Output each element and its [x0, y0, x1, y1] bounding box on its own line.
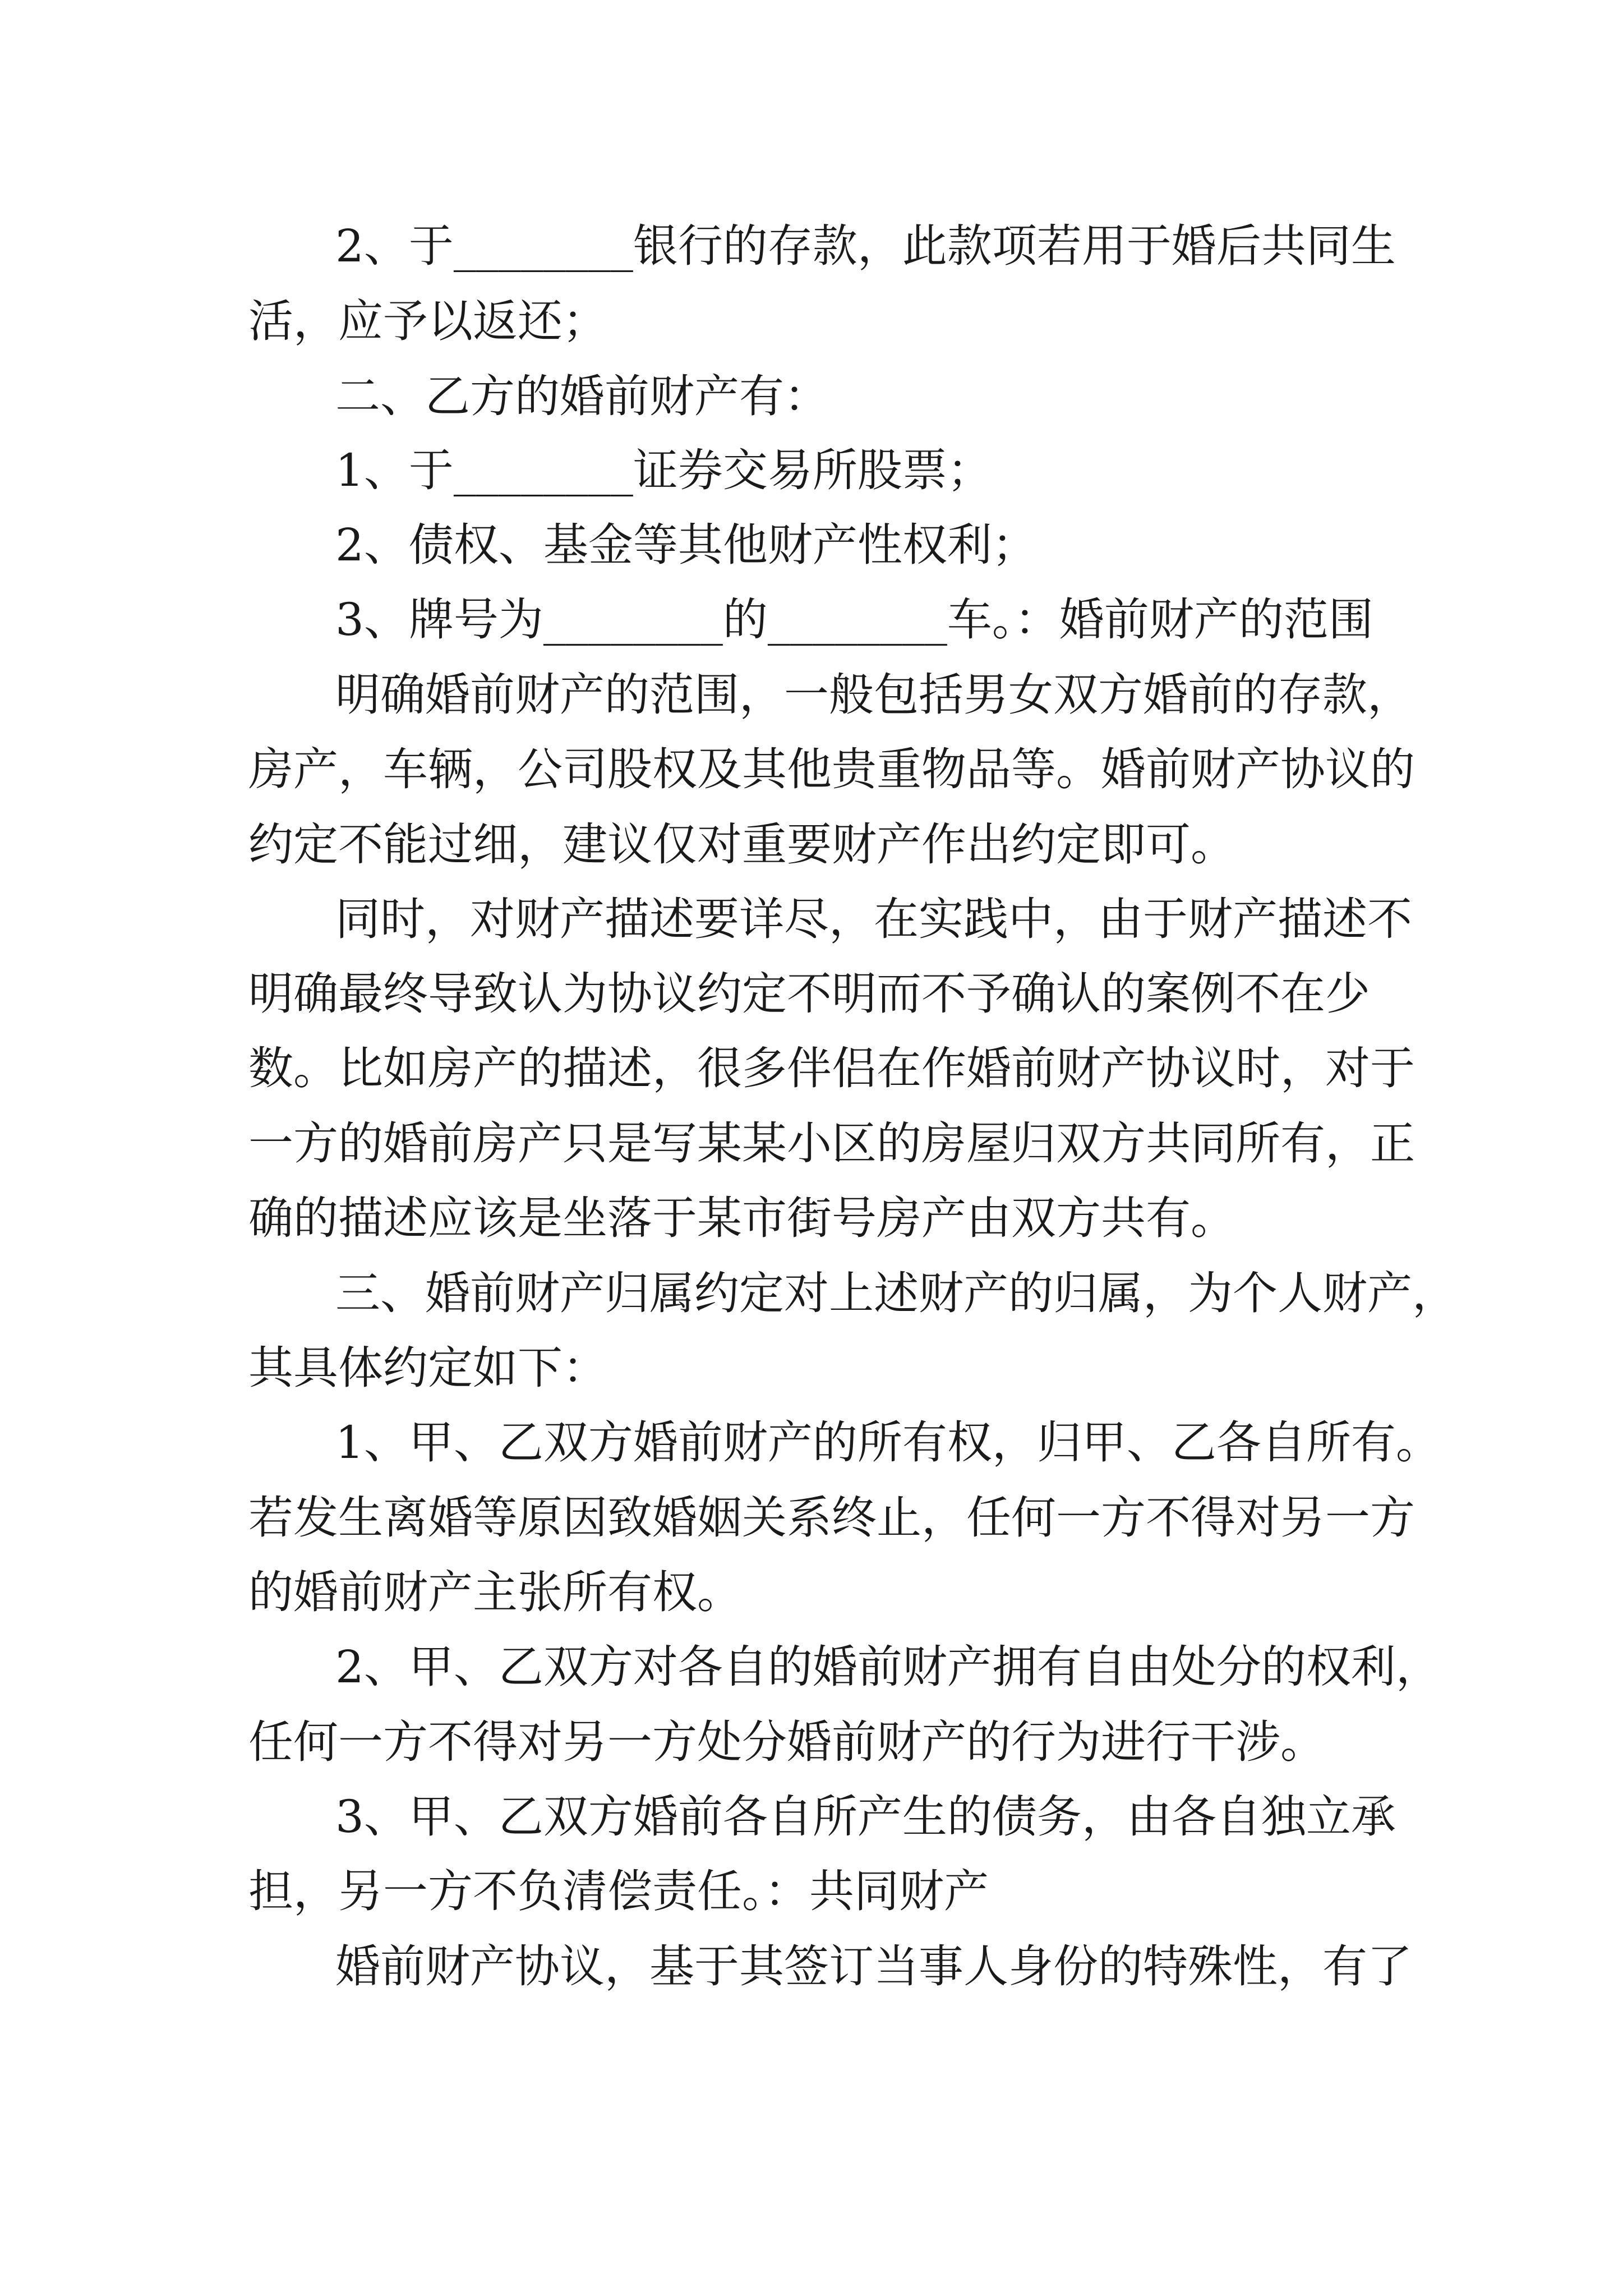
text-line: 明确最终导致认为协议约定不明而不予确认的案例不在少: [248, 968, 1370, 1020]
text-line: 活，应予以返还；: [248, 295, 607, 347]
text-line: 2、甲、乙双方对各自的婚前财产拥有自由处分的权利，: [335, 1641, 1441, 1693]
text-line: 三、婚前财产归属约定对上述财产的归属，为个人财产，: [335, 1267, 1457, 1319]
text-line: 一方的婚前房产只是写某某小区的房屋归双方共同所有，正: [248, 1117, 1415, 1170]
text-line: 约定不能过细，建议仅对重要财产作出约定即可。: [248, 818, 1235, 871]
text-line: 婚前财产协议，基于其签订当事人身份的特殊性，有了: [335, 1940, 1412, 1993]
text-line: 其具体约定如下：: [248, 1342, 607, 1394]
text-line: 3、甲、乙双方婚前各自所产生的债务，由各自独立承: [335, 1791, 1396, 1843]
text-line: 1、于________证券交易所股票；: [335, 444, 992, 496]
text-line: 同时，对财产描述要详尽，在实践中，由于财产描述不: [335, 893, 1412, 945]
text-line: 若发生离婚等原因致婚姻关系终止，任何一方不得对另一方: [248, 1492, 1415, 1544]
text-line: 3、牌号为________的________车。：婚前财产的范围: [335, 593, 1373, 646]
text-line: 数。比如房产的描述，很多伴侣在作婚前财产协议时，对于: [248, 1042, 1415, 1094]
text-line: 2、于________银行的存款，此款项若用于婚后共同生: [335, 220, 1396, 272]
text-line: 明确婚前财产的范围，一般包括男女双方婚前的存款，: [335, 669, 1412, 721]
text-line: 任何一方不得对另一方处分婚前财产的行为进行干涉。: [248, 1716, 1325, 1768]
text-line: 确的描述应该是坐落于某市街号房产由双方共有。: [248, 1192, 1235, 1244]
text-line: 2、债权、基金等其他财产性权利；: [335, 519, 1037, 571]
text-line: 的婚前财产主张所有权。: [248, 1566, 742, 1618]
text-line: 房产，车辆，公司股权及其他贵重物品等。婚前财产协议的: [248, 743, 1415, 795]
text-line: 二、乙方的婚前财产有：: [335, 370, 829, 422]
text-line: 担，另一方不负清偿责任。：共同财产: [248, 1865, 989, 1917]
text-line: 1、甲、乙双方婚前财产的所有权，归甲、乙各自所有。: [335, 1416, 1441, 1469]
